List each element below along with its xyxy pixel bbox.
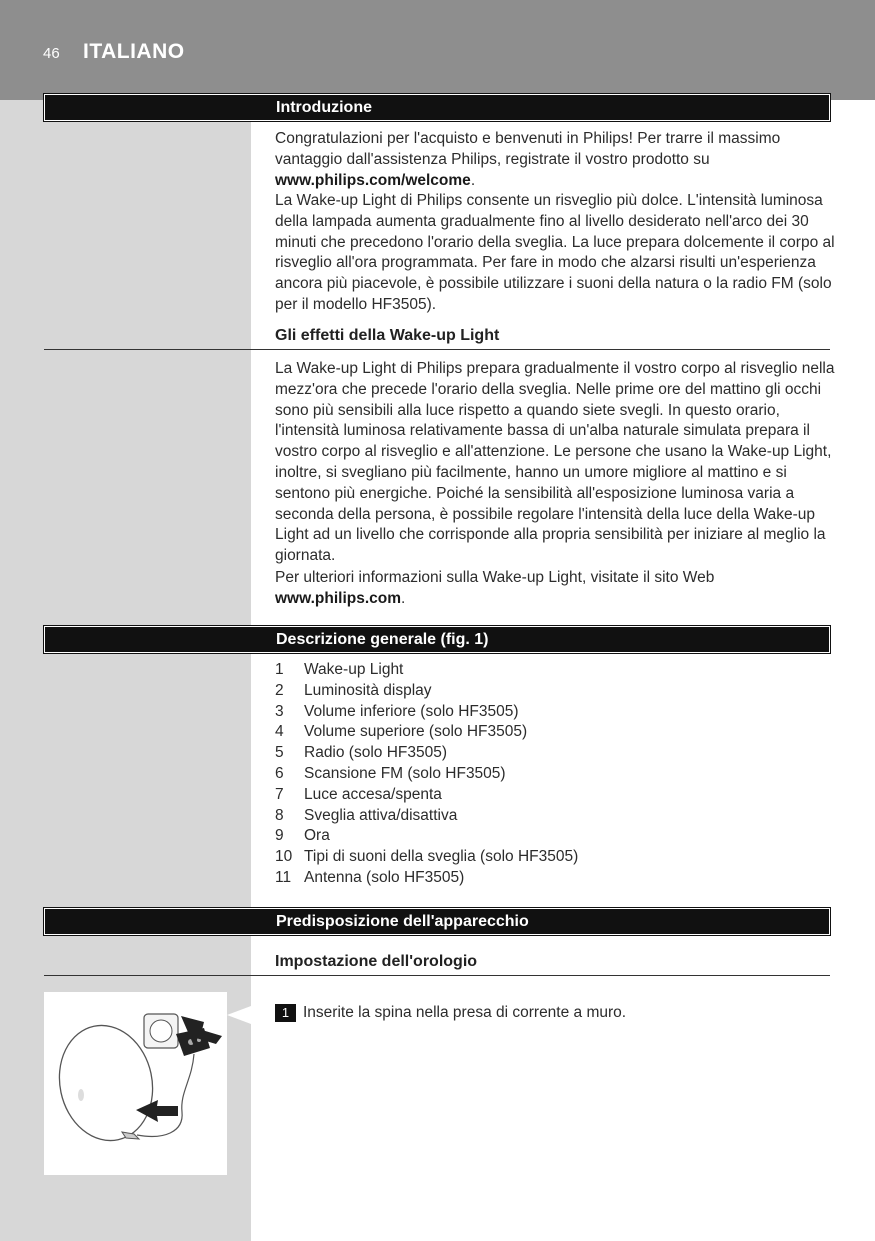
list-item: 9 Ora <box>275 827 330 845</box>
list-item: 10 Tipi di suoni della sveglia (solo HF3505) <box>275 848 579 866</box>
intro-text: Congratulazioni per l'acquisto e benvenuti in Philips! Per trarre il massimo vantaggio dall'assistenza Philips, registrate il vostro prodotto su <box>275 130 781 168</box>
step-number-badge: 1 <box>275 1004 296 1022</box>
list-item: 3 Volume inferiore (solo HF3505) <box>275 702 519 720</box>
divider-rule <box>44 349 830 350</box>
intro-paragraph-2: La Wake-up Light di Philips consente un risveglio più dolce. L'intensità luminosa della lampada aumenta gradualmente fino al livello desiderato nell'arco dei 30 minuti che precedono l'orario della sveglia. La luce prepara dolcemente il corpo al risveglio all'ora programmata. Per fare in modo che alzarsi risulti un'esperienza ancora più piacevole, è possibile utilizzare i suoni della natura o la radio FM (solo per il modello HF3505). <box>275 192 835 313</box>
step-1 <box>275 1004 626 1022</box>
clock-setup-heading: Impostazione dell'orologio <box>275 953 478 970</box>
language-title: ITALIANO <box>83 40 185 63</box>
page-header <box>0 0 875 100</box>
welcome-link[interactable]: www.philips.com/welcome <box>275 171 471 189</box>
effects-paragraph-2 <box>275 568 835 610</box>
list-item: 7 Luce accesa/spenta <box>275 785 442 803</box>
effects-text: Per ulteriori informazioni sulla Wake-up Light, visitate il sito Web <box>275 569 715 586</box>
list-item: 6 Scansione FM (solo HF3505) <box>275 764 506 782</box>
figure-pointer <box>227 1006 251 1024</box>
page-number: 46 <box>43 45 60 62</box>
intro-paragraph-1 <box>275 129 835 191</box>
section-title: Predisposizione dell'apparecchio <box>276 913 529 930</box>
list-item: 11 Antenna (solo HF3505) <box>275 868 465 886</box>
effects-heading: Gli effetti della Wake-up Light <box>275 327 500 344</box>
list-item: 8 Sveglia attiva/disattiva <box>275 806 458 824</box>
section-title: Descrizione generale (fig. 1) <box>276 631 489 648</box>
section-bar-introduzione <box>44 94 830 121</box>
list-item: 5 Radio (solo HF3505) <box>275 744 448 762</box>
section-title: Introduzione <box>276 99 372 116</box>
list-item: 1 Wake-up Light <box>275 661 404 678</box>
step-text: Inserite la spina nella presa di corrente a muro. <box>303 1004 627 1021</box>
intro-period: . <box>470 171 476 189</box>
effects-period: . <box>401 589 406 607</box>
divider-rule <box>44 975 830 976</box>
list-item: 4 Volume superiore (solo HF3505) <box>275 723 528 741</box>
section-bar-descrizione <box>44 626 830 653</box>
section-bar-predisposizione <box>44 908 830 935</box>
parts-list <box>275 660 835 889</box>
list-item: 2 Luminosità display <box>275 681 432 699</box>
philips-link[interactable]: www.philips.com <box>275 589 402 607</box>
effects-paragraph-1: La Wake-up Light di Philips prepara gradualmente il vostro corpo al risveglio nella mezz'ora che precede l'orario della sveglia. Nelle prime ore del mattino gli occhi sono più sensibili alla luce rispetto a quando siete svegli. In questo orario, l'intensità luminosa relativamente bassa di un'alba naturale simulata prepara il vostro corpo al risveglio e all'attenzione. Le persone che usano la Wake-up Light, inoltre, si svegliano più facilmente, hanno un umore migliore al mattino e si sentono più energiche. Poiché la sensibilità all'esposizione luminosa varia a seconda della persona, è possibile regolare l'intensità della luce della Wake-up Light ad un livello che corrisponde alla propria sensibilità per iniziare al meglio la giornata. <box>275 360 835 565</box>
lamp-plug-figure <box>44 992 227 1175</box>
plug-in-illustration <box>44 992 227 1175</box>
